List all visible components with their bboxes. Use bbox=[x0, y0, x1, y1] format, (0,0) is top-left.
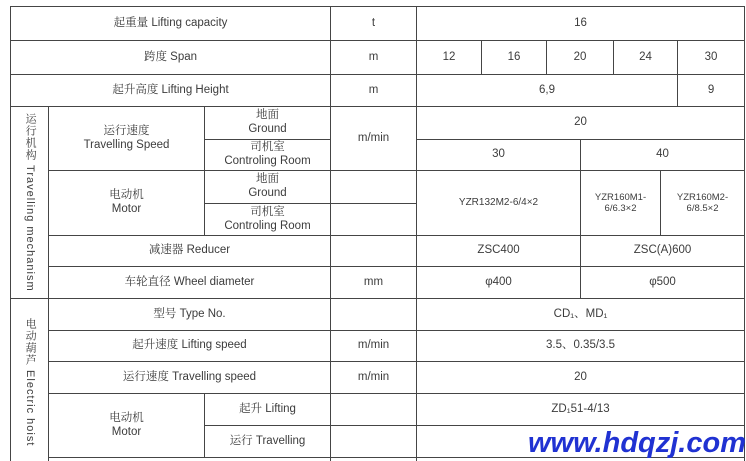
travel-motor-unit-bottom bbox=[331, 204, 417, 236]
span-value-20: 20 bbox=[547, 41, 614, 75]
row-hoist-travelling-speed bbox=[11, 362, 745, 394]
hoist-motor-label-zh: 电动机 bbox=[109, 411, 144, 424]
span-value-16: 16 bbox=[482, 41, 547, 75]
travel-speed-cab-label-en: Controling Room bbox=[224, 155, 311, 167]
hoist-travelling-speed-value: 20 bbox=[417, 362, 745, 394]
span-unit: m bbox=[331, 41, 417, 75]
span-label: 跨度 Span bbox=[11, 41, 331, 75]
row-reducer bbox=[11, 236, 745, 267]
travel-speed-label bbox=[49, 107, 205, 171]
wheel-diameter-value-2: φ500 bbox=[581, 267, 745, 299]
reducer-value-1: ZSC400 bbox=[417, 236, 581, 267]
travel-speed-cab-label-zh: 司机室 bbox=[250, 141, 285, 154]
travel-motor-ground-label bbox=[205, 171, 331, 204]
spec-table bbox=[10, 6, 745, 461]
travel-motor-ground-label-zh: 地面 bbox=[256, 173, 279, 186]
stub-cell bbox=[331, 458, 417, 461]
travel-speed-ground-label bbox=[205, 107, 331, 140]
hoist-lifting-speed-value: 3.5、0.35/3.5 bbox=[417, 331, 745, 362]
travel-motor-value-3: YZR160M2-6/8.5×2 bbox=[661, 171, 745, 236]
travel-speed-cab-value-1: 30 bbox=[417, 140, 581, 171]
travel-speed-ground-label-en: Ground bbox=[248, 123, 287, 135]
travel-motor-value-2: YZR160M1-6/6.3×2 bbox=[581, 171, 661, 236]
hoist-motor-lifting-label: 起升 Lifting bbox=[205, 394, 331, 426]
travel-motor-value-1: YZR132M2-6/4×2 bbox=[417, 171, 581, 236]
wheel-diameter-unit: mm bbox=[331, 267, 417, 299]
travel-motor-ground-label-en: Ground bbox=[248, 187, 287, 199]
row-span bbox=[11, 41, 745, 75]
wheel-diameter-value-1: φ400 bbox=[417, 267, 581, 299]
hoist-motor-lifting-unit bbox=[331, 394, 417, 426]
type-no-label: 型号 Type No. bbox=[49, 299, 331, 331]
travel-speed-label-en: Travelling Speed bbox=[83, 138, 170, 151]
row-hoist-lifting-speed bbox=[11, 331, 745, 362]
hoist-motor-label-en: Motor bbox=[111, 425, 142, 438]
hoist-motor-label bbox=[49, 394, 205, 458]
row-wheel-diameter bbox=[11, 267, 745, 299]
row-type-no bbox=[11, 299, 745, 331]
hoist-motor-travelling-label: 运行 Travelling bbox=[205, 426, 331, 458]
travel-speed-ground-value: 20 bbox=[417, 107, 745, 140]
span-value-12: 12 bbox=[417, 41, 482, 75]
section-electric-hoist: 电动葫芦 Electric hoist bbox=[11, 299, 49, 461]
row-lifting-height bbox=[11, 75, 745, 107]
lifting-capacity-unit: t bbox=[331, 7, 417, 41]
lifting-height-unit: m bbox=[331, 75, 417, 107]
travel-motor-cab-label bbox=[205, 204, 331, 236]
hoist-motor-lifting-value: ZD₁51-4/13 bbox=[417, 394, 745, 426]
reducer-label: 减速器 Reducer bbox=[49, 236, 331, 267]
span-value-24: 24 bbox=[614, 41, 678, 75]
travel-motor-label-zh: 电动机 bbox=[109, 189, 144, 202]
travel-motor-label bbox=[49, 171, 205, 236]
hoist-motor-travelling-unit bbox=[331, 426, 417, 458]
type-no-unit bbox=[331, 299, 417, 331]
travel-speed-label-zh: 运行速度 bbox=[103, 124, 150, 137]
hoist-travelling-speed-unit: m/min bbox=[331, 362, 417, 394]
lifting-height-value-1: 6,9 bbox=[417, 75, 678, 107]
reducer-unit bbox=[331, 236, 417, 267]
travel-motor-label-en: Motor bbox=[111, 203, 142, 215]
lifting-capacity-label: 起重量 Lifting capacity bbox=[11, 7, 331, 41]
span-value-30: 30 bbox=[678, 41, 745, 75]
travel-speed-cab-value-2: 40 bbox=[581, 140, 745, 171]
lifting-capacity-value: 16 bbox=[417, 7, 745, 41]
website-watermark: www.hdqzj.com bbox=[527, 427, 746, 459]
row-hoist-motor-lifting bbox=[11, 394, 745, 426]
row-travel-speed-ground bbox=[11, 107, 745, 140]
travel-speed-cab-label bbox=[205, 140, 331, 171]
lifting-height-label: 起升高度 Lifting Height bbox=[11, 75, 331, 107]
travel-speed-ground-label-zh: 地面 bbox=[256, 109, 279, 122]
section-travelling-mechanism: 运行机构 Travelling mechanism bbox=[11, 107, 49, 299]
type-no-value: CD₁、MD₁ bbox=[417, 299, 745, 331]
row-lifting-capacity bbox=[11, 7, 745, 41]
travel-speed-unit: m/min bbox=[331, 107, 417, 171]
hoist-travelling-speed-label: 运行速度 Travelling speed bbox=[49, 362, 331, 394]
lifting-height-value-2: 9 bbox=[678, 75, 745, 107]
reducer-value-2: ZSC(A)600 bbox=[581, 236, 745, 267]
row-travel-motor-ground bbox=[11, 171, 745, 204]
travel-motor-unit-top bbox=[331, 171, 417, 204]
hoist-lifting-speed-unit: m/min bbox=[331, 331, 417, 362]
travel-motor-cab-label-en: Controling Room bbox=[224, 219, 311, 232]
travel-motor-cab-label-zh: 司机室 bbox=[250, 205, 285, 218]
wheel-diameter-label: 车轮直径 Wheel diameter bbox=[49, 267, 331, 299]
stub-cell bbox=[49, 458, 331, 461]
hoist-lifting-speed-label: 起升速度 Lifting speed bbox=[49, 331, 331, 362]
